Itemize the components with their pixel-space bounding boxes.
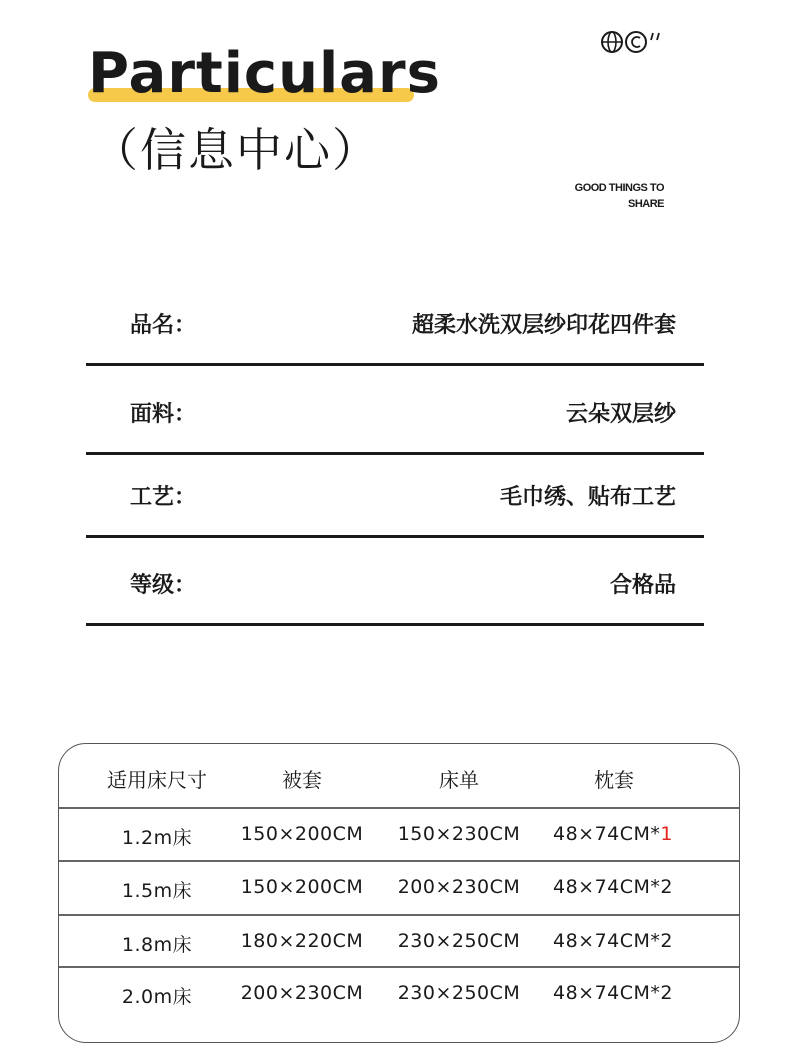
size-table — [58, 743, 740, 1043]
table-header — [59, 744, 739, 807]
pillow-size: 48×74CM* — [552, 930, 661, 952]
header-sheet: 床单 — [439, 768, 479, 792]
divider — [86, 363, 704, 366]
cell-duvet: 150×200CM — [240, 823, 364, 845]
cell-duvet: 200×230CM — [240, 982, 364, 1004]
spec-row-craft — [86, 450, 704, 538]
cell-bed: 1.8m床 — [121, 934, 193, 956]
cell-pillow — [553, 823, 673, 845]
cell-sheet: 150×230CM — [397, 823, 521, 845]
cell-sheet: 230×250CM — [397, 982, 521, 1004]
divider — [86, 623, 704, 626]
header-duvet: 被套 — [282, 768, 322, 792]
spec-label: 品名： — [130, 313, 197, 338]
header-bed-size: 适用床尺寸 — [107, 768, 207, 792]
cell-pillow — [553, 982, 673, 1004]
cell-bed: 1.2m床 — [121, 827, 193, 849]
pillow-size: 48×74CM* — [552, 823, 661, 845]
cell-duvet: 150×200CM — [240, 876, 364, 898]
pillow-count: 1 — [660, 823, 674, 845]
pillow-count: 2 — [660, 982, 674, 1004]
cell-pillow — [553, 930, 673, 952]
slogan — [520, 180, 664, 212]
spec-value: 超柔水洗双层纱印花四件套 — [411, 313, 676, 338]
spec-row-fabric — [86, 367, 704, 455]
cell-pillow — [553, 876, 673, 898]
title-block — [88, 42, 441, 106]
table-row — [59, 915, 739, 971]
slogan-line-1: GOOD THINGS TO — [574, 182, 664, 194]
cell-bed: 2.0m床 — [121, 986, 193, 1008]
table-row — [59, 861, 739, 917]
globe-copyright-quote-logo-icon — [600, 28, 670, 56]
header-pillow: 枕套 — [594, 768, 634, 792]
spec-label: 等级： — [130, 573, 197, 598]
table-row — [59, 967, 739, 1023]
page-subtitle: （信息中心） — [92, 123, 380, 177]
spec-value: 毛巾绣、贴布工艺 — [499, 485, 676, 510]
cell-duvet: 180×220CM — [240, 930, 364, 952]
cell-bed: 1.5m床 — [121, 880, 193, 902]
spec-row-grade — [86, 538, 704, 626]
pillow-size: 48×74CM* — [552, 876, 661, 898]
pillow-size: 48×74CM* — [552, 982, 661, 1004]
spec-value: 合格品 — [609, 573, 676, 598]
spec-label: 面料： — [130, 402, 197, 427]
cell-sheet: 230×250CM — [397, 930, 521, 952]
spec-label: 工艺： — [130, 485, 197, 510]
pillow-count: 2 — [660, 876, 674, 898]
spec-value: 云朵双层纱 — [565, 402, 676, 427]
page-title: Particulars — [88, 41, 441, 106]
pillow-count: 2 — [660, 930, 674, 952]
cell-sheet: 200×230CM — [397, 876, 521, 898]
table-row — [59, 808, 739, 864]
spec-row-name — [86, 278, 704, 366]
slogan-line-2: SHARE — [627, 198, 664, 210]
